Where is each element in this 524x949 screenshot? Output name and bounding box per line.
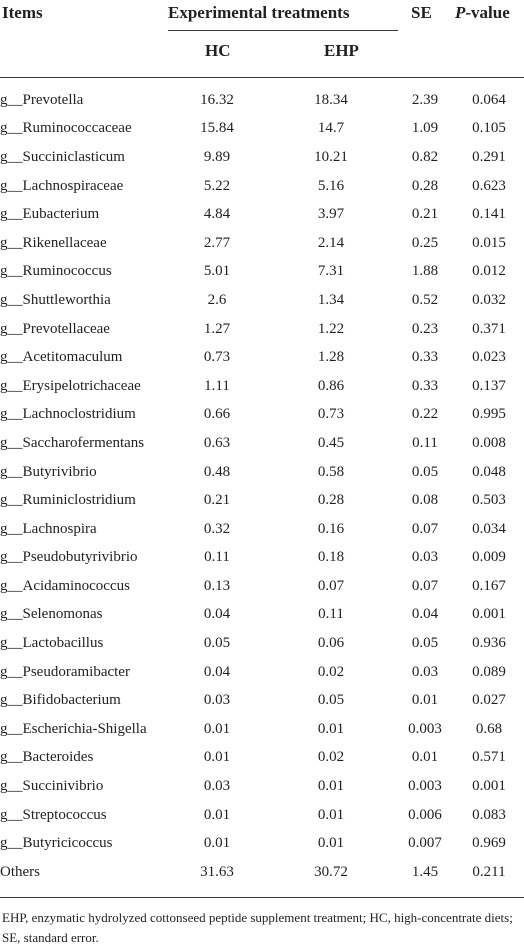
table-row bbox=[0, 86, 524, 115]
table-row bbox=[0, 143, 524, 172]
cell-item: g__Butyrivibrio bbox=[0, 463, 97, 480]
cell-ehp: 0.18 bbox=[317, 549, 345, 566]
cell-hc: 1.27 bbox=[203, 320, 231, 337]
cell-se: 0.01 bbox=[411, 749, 439, 766]
table-row bbox=[0, 515, 524, 544]
cell-ehp: 1.34 bbox=[317, 291, 345, 308]
cell-ehp: 0.73 bbox=[317, 406, 345, 423]
cell-hc: 0.04 bbox=[203, 663, 231, 680]
header-hc: HC bbox=[205, 41, 231, 60]
cell-pvalue: 0.141 bbox=[472, 206, 506, 223]
cell-ehp: 2.14 bbox=[317, 234, 345, 251]
cell-ehp: 0.05 bbox=[317, 692, 345, 709]
cell-hc: 0.66 bbox=[203, 406, 231, 423]
cell-item: Others bbox=[0, 863, 40, 880]
cell-ehp: 0.45 bbox=[317, 434, 345, 451]
cell-hc: 31.63 bbox=[200, 863, 234, 880]
header-pvalue-italic: P bbox=[455, 3, 466, 22]
cell-hc: 0.11 bbox=[204, 549, 230, 566]
header-items: Items bbox=[2, 3, 43, 22]
cell-se: 0.006 bbox=[408, 806, 442, 823]
cell-hc: 16.32 bbox=[200, 91, 234, 108]
cell-item: g__Pseudoramibacter bbox=[0, 663, 130, 680]
table-row bbox=[0, 858, 524, 887]
cell-hc: 0.01 bbox=[203, 720, 231, 737]
cell-se: 0.25 bbox=[411, 234, 439, 251]
cell-se: 1.45 bbox=[411, 863, 439, 880]
table-row bbox=[0, 629, 524, 658]
cell-pvalue: 0.995 bbox=[472, 406, 506, 423]
table-row bbox=[0, 258, 524, 287]
table-row bbox=[0, 115, 524, 144]
cell-ehp: 1.22 bbox=[317, 320, 345, 337]
cell-hc: 0.63 bbox=[203, 434, 231, 451]
table-row bbox=[0, 429, 524, 458]
cell-se: 0.03 bbox=[411, 549, 439, 566]
cell-hc: 2.77 bbox=[203, 234, 231, 251]
cell-item: g__Erysipelotrichaceae bbox=[0, 377, 141, 394]
cell-ehp: 14.7 bbox=[317, 120, 345, 137]
cell-item: g__Acidaminococcus bbox=[0, 577, 130, 594]
cell-item: g__Selenomonas bbox=[0, 606, 103, 623]
cell-item: g__Rikenellaceae bbox=[0, 234, 107, 251]
cell-se: 0.82 bbox=[411, 148, 439, 165]
cell-se: 0.003 bbox=[408, 720, 442, 737]
table-bottom-rule bbox=[0, 897, 524, 898]
cell-pvalue: 0.034 bbox=[472, 520, 506, 537]
table-row bbox=[0, 372, 524, 401]
cell-pvalue: 0.048 bbox=[472, 463, 506, 480]
table-row bbox=[0, 229, 524, 258]
cell-se: 0.007 bbox=[408, 835, 442, 852]
cell-item: g__Prevotellaceae bbox=[0, 320, 110, 337]
table-row bbox=[0, 772, 524, 801]
cell-se: 0.003 bbox=[408, 778, 442, 795]
table-row bbox=[0, 286, 524, 315]
cell-item: g__Bifidobacterium bbox=[0, 692, 121, 709]
cell-se: 0.21 bbox=[411, 206, 439, 223]
cell-pvalue: 0.291 bbox=[472, 148, 506, 165]
cell-pvalue: 0.001 bbox=[472, 778, 506, 795]
cell-pvalue: 0.969 bbox=[472, 835, 506, 852]
cell-se: 0.04 bbox=[411, 606, 439, 623]
cell-se: 0.05 bbox=[411, 635, 439, 652]
cell-hc: 0.13 bbox=[203, 577, 231, 594]
cell-se: 0.05 bbox=[411, 463, 439, 480]
cell-pvalue: 0.167 bbox=[472, 577, 506, 594]
cell-hc: 0.01 bbox=[203, 835, 231, 852]
table-row bbox=[0, 601, 524, 630]
header-bottom-rule bbox=[0, 77, 524, 78]
cell-ehp: 0.07 bbox=[317, 577, 345, 594]
cell-se: 1.09 bbox=[411, 120, 439, 137]
cell-se: 0.28 bbox=[411, 177, 439, 194]
cell-pvalue: 0.012 bbox=[472, 263, 506, 280]
cell-item: g__Bacteroides bbox=[0, 749, 94, 766]
cell-se: 0.33 bbox=[411, 377, 439, 394]
cell-hc: 15.84 bbox=[200, 120, 234, 137]
cell-ehp: 10.21 bbox=[314, 148, 348, 165]
cell-pvalue: 0.68 bbox=[475, 720, 503, 737]
cell-pvalue: 0.137 bbox=[472, 377, 506, 394]
cell-hc: 0.48 bbox=[203, 463, 231, 480]
cell-ehp: 0.06 bbox=[317, 635, 345, 652]
data-table bbox=[0, 86, 524, 887]
cell-item: g__Lachnoclostridium bbox=[0, 406, 136, 423]
cell-ehp: 0.11 bbox=[318, 606, 344, 623]
cell-hc: 0.32 bbox=[203, 520, 231, 537]
cell-item: g__Lactobacillus bbox=[0, 635, 104, 652]
table-row bbox=[0, 744, 524, 773]
cell-pvalue: 0.936 bbox=[472, 635, 506, 652]
cell-pvalue: 0.105 bbox=[472, 120, 506, 137]
cell-ehp: 3.97 bbox=[317, 206, 345, 223]
cell-hc: 5.22 bbox=[203, 177, 231, 194]
cell-item: g__Ruminococcus bbox=[0, 263, 112, 280]
header-pvalue-suffix: -value bbox=[465, 3, 510, 22]
cell-hc: 0.03 bbox=[203, 692, 231, 709]
header-subrule bbox=[168, 30, 398, 31]
table-row bbox=[0, 715, 524, 744]
table-row bbox=[0, 486, 524, 515]
table-body bbox=[0, 86, 524, 887]
cell-ehp: 0.01 bbox=[317, 806, 345, 823]
cell-se: 0.08 bbox=[411, 492, 439, 509]
cell-hc: 5.01 bbox=[203, 263, 231, 280]
cell-ehp: 7.31 bbox=[317, 263, 345, 280]
cell-item: g__Prevotella bbox=[0, 91, 84, 108]
table-row bbox=[0, 401, 524, 430]
cell-se: 0.11 bbox=[412, 434, 438, 451]
cell-hc: 9.89 bbox=[203, 148, 231, 165]
cell-se: 0.33 bbox=[411, 349, 439, 366]
table-row bbox=[0, 315, 524, 344]
cell-pvalue: 0.001 bbox=[472, 606, 506, 623]
cell-ehp: 0.01 bbox=[317, 720, 345, 737]
cell-item: g__Escherichia-Shigella bbox=[0, 720, 147, 737]
cell-hc: 0.04 bbox=[203, 606, 231, 623]
cell-hc: 0.21 bbox=[203, 492, 231, 509]
cell-pvalue: 0.571 bbox=[472, 749, 506, 766]
cell-item: g__Succiniclasticum bbox=[0, 148, 125, 165]
table-row bbox=[0, 200, 524, 229]
cell-ehp: 0.01 bbox=[317, 778, 345, 795]
cell-pvalue: 0.032 bbox=[472, 291, 506, 308]
cell-pvalue: 0.211 bbox=[472, 863, 506, 880]
cell-item: g__Butyricicoccus bbox=[0, 835, 113, 852]
cell-item: g__Ruminiclostridium bbox=[0, 492, 136, 509]
cell-pvalue: 0.371 bbox=[472, 320, 506, 337]
cell-ehp: 0.01 bbox=[317, 835, 345, 852]
cell-ehp: 0.86 bbox=[317, 377, 345, 394]
cell-item: g__Pseudobutyrivibrio bbox=[0, 549, 138, 566]
cell-ehp: 0.02 bbox=[317, 663, 345, 680]
header-pvalue bbox=[455, 3, 510, 23]
cell-hc: 1.11 bbox=[204, 377, 230, 394]
cell-item: g__Lachnospira bbox=[0, 520, 97, 537]
table-row bbox=[0, 544, 524, 573]
table-row bbox=[0, 801, 524, 830]
cell-ehp: 5.16 bbox=[317, 177, 345, 194]
cell-item: g__Lachnospiraceae bbox=[0, 177, 124, 194]
cell-hc: 0.73 bbox=[203, 349, 231, 366]
cell-hc: 2.6 bbox=[207, 291, 227, 308]
header-se: SE bbox=[411, 3, 432, 22]
cell-se: 0.01 bbox=[411, 692, 439, 709]
cell-pvalue: 0.503 bbox=[472, 492, 506, 509]
cell-ehp: 1.28 bbox=[317, 349, 345, 366]
cell-ehp: 0.28 bbox=[317, 492, 345, 509]
cell-ehp: 18.34 bbox=[314, 91, 348, 108]
cell-item: g__Shuttleworthia bbox=[0, 291, 111, 308]
table-row bbox=[0, 458, 524, 487]
table-row bbox=[0, 658, 524, 687]
cell-pvalue: 0.008 bbox=[472, 434, 506, 451]
footnote: EHP, enzymatic hydrolyzed cottonseed peptide supplement treatment; HC, high-concentrate diets; SE, standard error. bbox=[2, 910, 513, 945]
cell-pvalue: 0.015 bbox=[472, 234, 506, 251]
cell-se: 0.22 bbox=[411, 406, 439, 423]
table-row bbox=[0, 172, 524, 201]
cell-item: g__Eubacterium bbox=[0, 206, 100, 223]
cell-item: g__Acetitomaculum bbox=[0, 349, 123, 366]
cell-se: 0.52 bbox=[411, 291, 439, 308]
cell-item: g__Saccharofermentans bbox=[0, 434, 145, 451]
cell-pvalue: 0.623 bbox=[472, 177, 506, 194]
cell-item: g__Streptococcus bbox=[0, 806, 107, 823]
cell-pvalue: 0.009 bbox=[472, 549, 506, 566]
cell-hc: 0.01 bbox=[203, 806, 231, 823]
cell-ehp: 0.16 bbox=[317, 520, 345, 537]
cell-se: 0.03 bbox=[411, 663, 439, 680]
cell-se: 0.23 bbox=[411, 320, 439, 337]
cell-ehp: 30.72 bbox=[314, 863, 348, 880]
cell-se: 1.88 bbox=[411, 263, 439, 280]
cell-hc: 0.05 bbox=[203, 635, 231, 652]
cell-hc: 4.84 bbox=[203, 206, 231, 223]
cell-hc: 0.03 bbox=[203, 778, 231, 795]
cell-se: 2.39 bbox=[411, 91, 439, 108]
cell-pvalue: 0.064 bbox=[472, 91, 506, 108]
cell-ehp: 0.58 bbox=[317, 463, 345, 480]
cell-pvalue: 0.083 bbox=[472, 806, 506, 823]
cell-se: 0.07 bbox=[411, 520, 439, 537]
table-row bbox=[0, 829, 524, 858]
cell-pvalue: 0.027 bbox=[472, 692, 506, 709]
cell-hc: 0.01 bbox=[203, 749, 231, 766]
cell-se: 0.07 bbox=[411, 577, 439, 594]
cell-ehp: 0.02 bbox=[317, 749, 345, 766]
table-row bbox=[0, 343, 524, 372]
cell-pvalue: 0.089 bbox=[472, 663, 506, 680]
table-row bbox=[0, 686, 524, 715]
header-ehp: EHP bbox=[324, 41, 359, 60]
cell-item: g__Ruminococcaceae bbox=[0, 120, 132, 137]
cell-item: g__Succinivibrio bbox=[0, 778, 104, 795]
table-row bbox=[0, 572, 524, 601]
header-experimental-treatments: Experimental treatments bbox=[168, 3, 350, 22]
cell-pvalue: 0.023 bbox=[472, 349, 506, 366]
